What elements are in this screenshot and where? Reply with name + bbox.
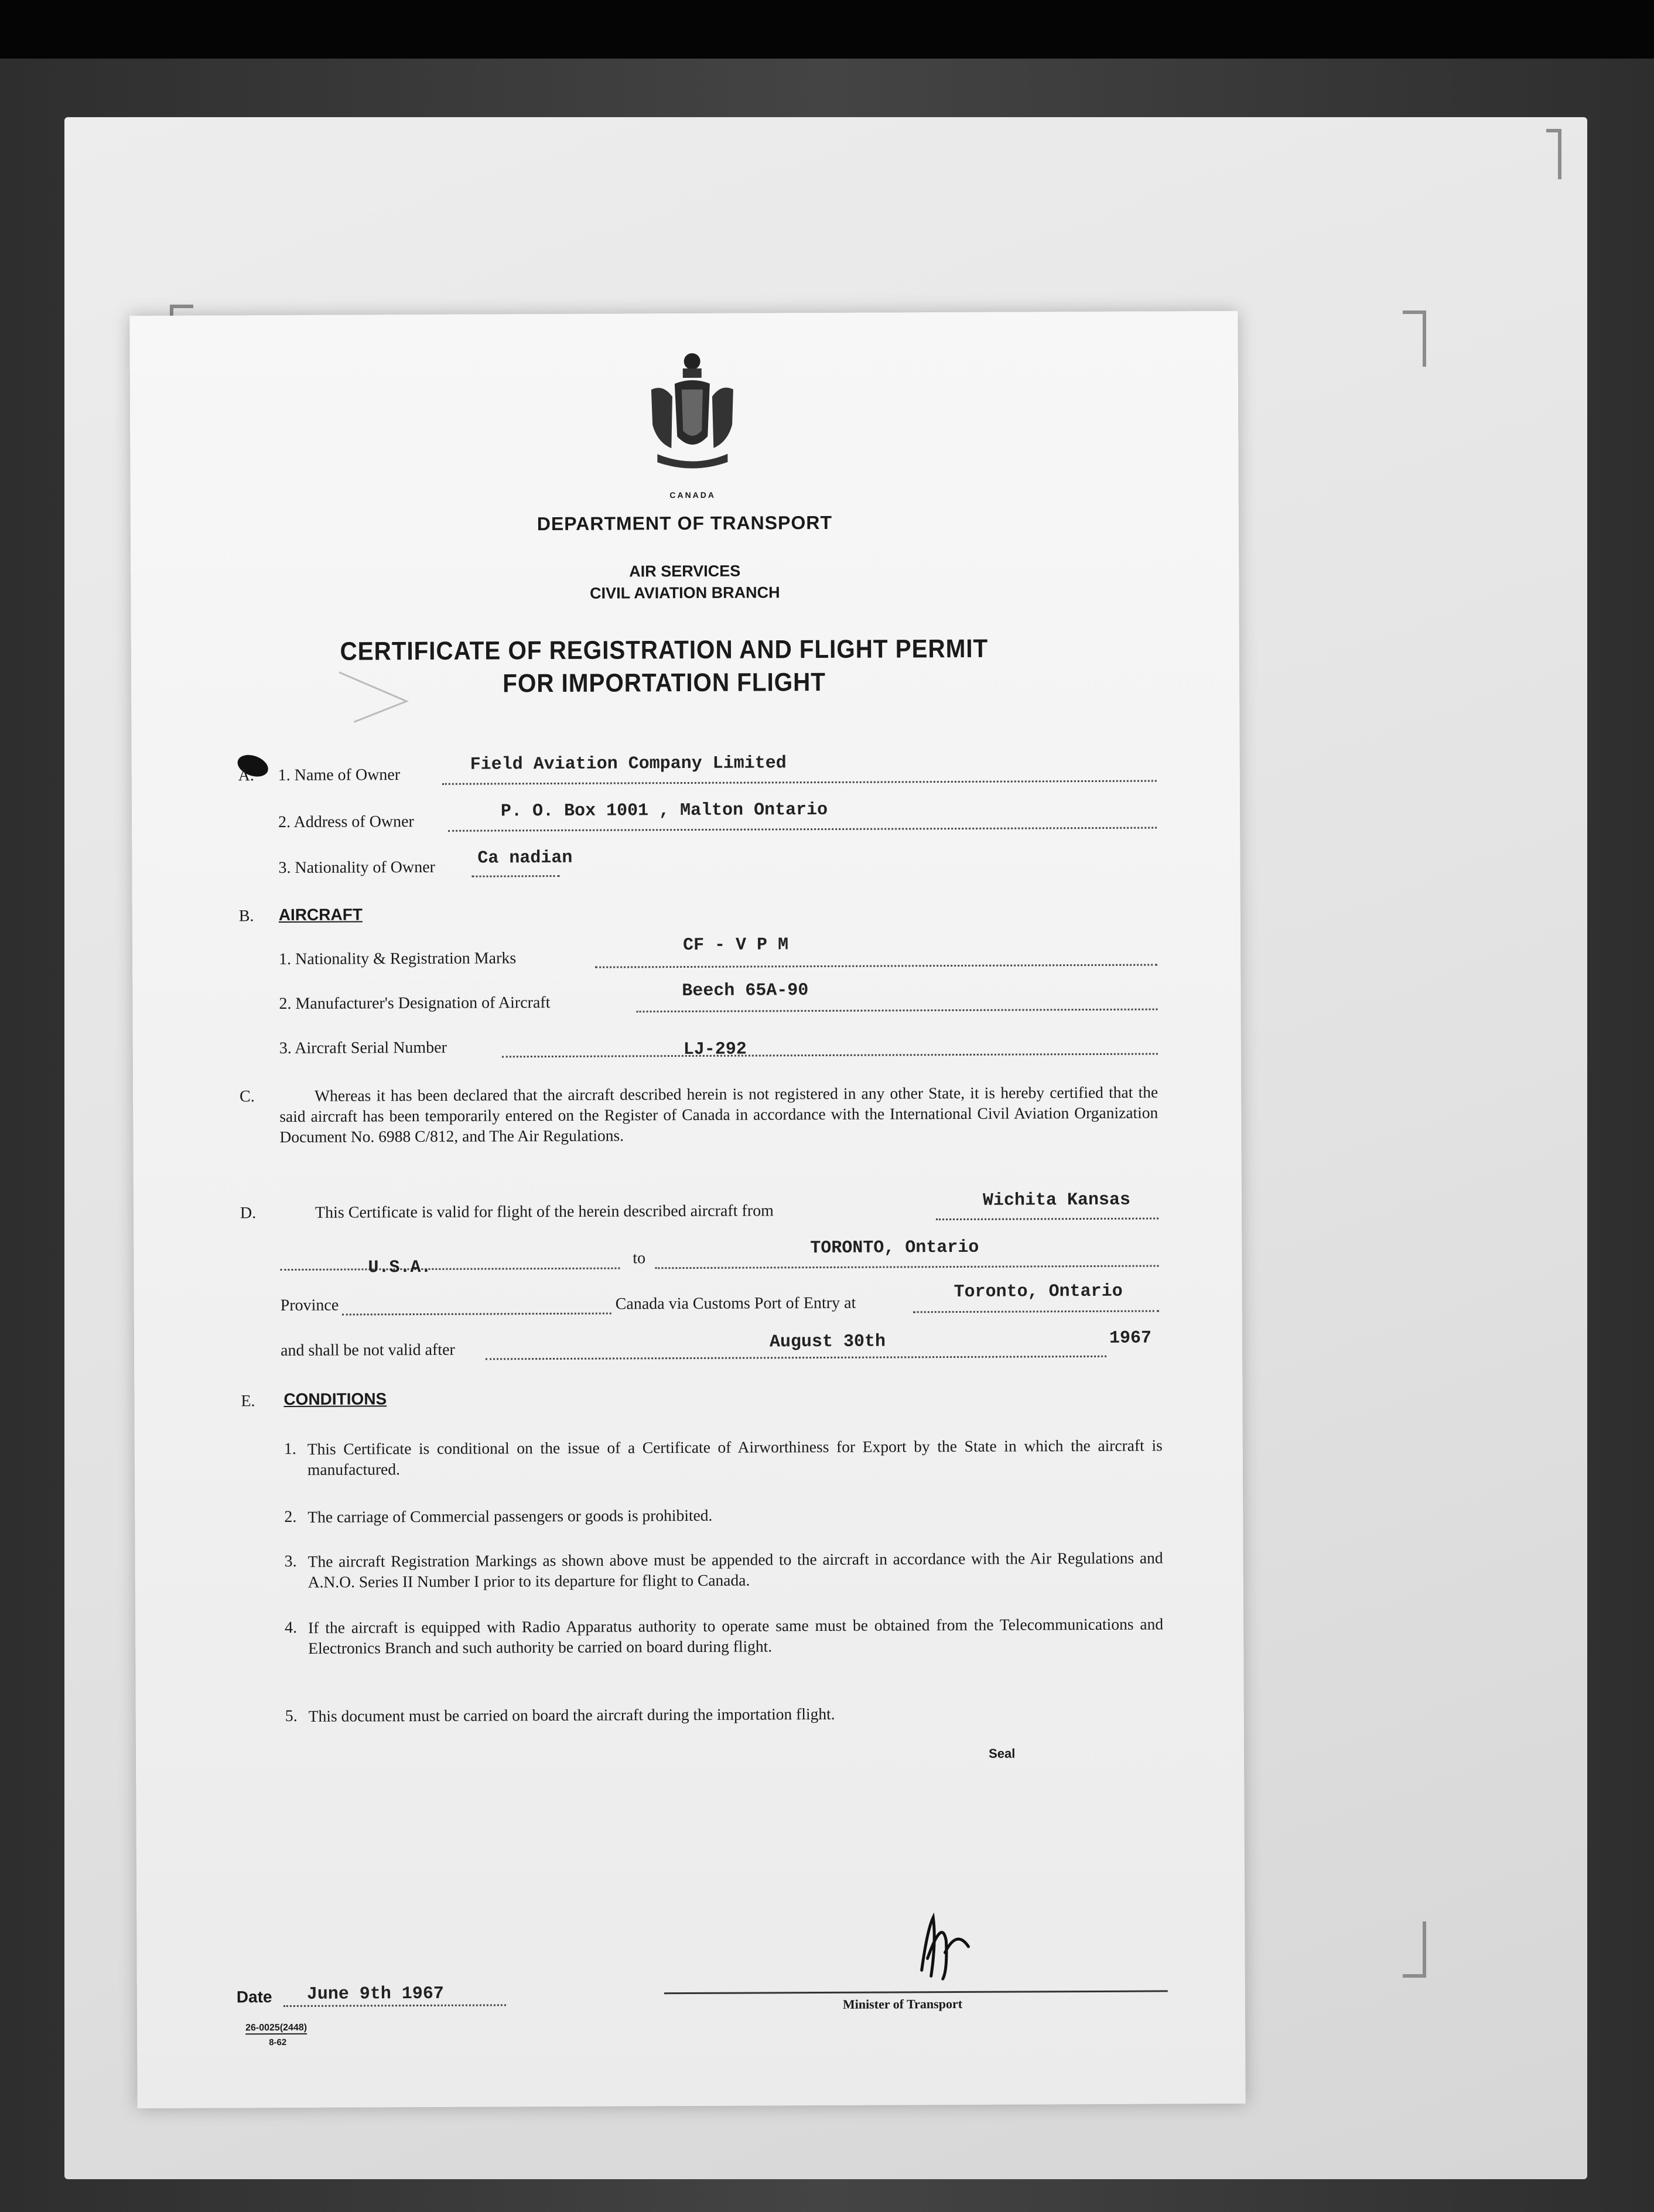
condition-4-number: 4.: [285, 1618, 298, 1637]
crest-caption: CANADA: [669, 490, 716, 500]
aircraft-heading: AIRCRAFT: [278, 905, 363, 924]
owner-nationality-label: 3. Nationality of Owner: [278, 858, 436, 878]
condition-3-number: 3.: [284, 1552, 297, 1571]
condition-1-number: 1.: [283, 1439, 296, 1459]
condition-4-text: If the aircraft is equipped with Radio Apparatus authority to operate same must be obtained from the Telecommunications and Electronics Branch and such authority be carried on board during flight.: [308, 1614, 1164, 1657]
expiry-label: and shall be not valid after: [280, 1340, 455, 1360]
certificate-title-line-2: FOR IMPORTATION FLIGHT: [503, 667, 826, 698]
customs-entry-label: Canada via Customs Port of Entry at: [615, 1293, 856, 1313]
customs-entry-value: Toronto, Ontario: [954, 1281, 1123, 1303]
aircraft-serial-line: [502, 1053, 1158, 1057]
flight-to-label: to: [633, 1249, 646, 1268]
branch-heading: CIVIL AVIATION BRANCH: [590, 583, 780, 602]
registration-marks-value: CF - V P M: [682, 935, 789, 956]
form-date: 8-62: [269, 2037, 287, 2048]
expiry-date-value: August 30th: [769, 1332, 886, 1353]
seal-label: Seal: [989, 1746, 1016, 1761]
owner-name-value: Field Aviation Company Limited: [470, 753, 787, 775]
aircraft-serial-label: 3. Aircraft Serial Number: [279, 1038, 447, 1058]
scanner-top-band: [0, 0, 1654, 59]
date-line: [283, 2004, 506, 2007]
condition-5-text: This document must be carried on board the aircraft during the importation flight.: [308, 1704, 835, 1725]
flight-origin-country: U.S.A.: [368, 1257, 432, 1278]
registration-marks-line: [595, 964, 1157, 968]
owner-nationality-line: [472, 875, 560, 878]
owner-address-line: [448, 827, 1157, 831]
condition-1-text: This Certificate is conditional on the issue of a Certificate of Airworthiness for Export by the State in which the aircraft is manufactured.: [307, 1436, 1163, 1479]
expiry-year-value: 1967: [1109, 1328, 1152, 1349]
flight-origin-line: [936, 1217, 1159, 1220]
section-e-letter: E.: [241, 1392, 255, 1411]
crop-mark-bottom-right: [1403, 1921, 1426, 1978]
crop-mark-top-right: [1403, 310, 1426, 367]
service-heading: AIR SERVICES: [629, 562, 741, 581]
department-heading: DEPARTMENT OF TRANSPORT: [536, 511, 833, 535]
aircraft-serial-value: LJ-292: [683, 1039, 747, 1060]
flight-destination-value: TORONTO, Ontario: [810, 1237, 979, 1259]
condition-2-number: 2.: [284, 1507, 297, 1527]
conditions-heading: CONDITIONS: [283, 1390, 387, 1409]
owner-address-value: P. O. Box 1001 , Malton Ontario: [500, 800, 828, 822]
customs-entry-line: [913, 1310, 1159, 1313]
section-b-letter: B.: [238, 907, 254, 926]
owner-address-label: 2. Address of Owner: [278, 813, 414, 832]
crop-mark-edge-right: [1546, 129, 1561, 179]
minister-signature: [886, 1906, 1004, 1988]
section-a-letter: A.: [238, 766, 255, 785]
aircraft-designation-value: Beech 65A-90: [682, 981, 809, 1002]
owner-name-line: [442, 780, 1157, 784]
certificate-title-line-1: CERTIFICATE OF REGISTRATION AND FLIGHT PERMIT: [340, 634, 989, 666]
issue-date-value: June 9th 1967: [306, 1984, 444, 2005]
certificate-sheet: [129, 311, 1245, 2108]
signatory-title: Minister of Transport: [842, 1996, 963, 2012]
condition-3-text: The aircraft Registration Markings as shown above must be appended to the aircraft in accordance with the Air Regulations and A.N.O. Series II Number I prior to its departure for flight to Canada.: [307, 1548, 1163, 1591]
form-number: 26-0025(2448): [245, 2023, 307, 2035]
date-label: Date: [236, 1988, 272, 2006]
aircraft-designation-line: [637, 1008, 1158, 1012]
flight-destination-line: [655, 1265, 1159, 1269]
flight-origin-value: Wichita Kansas: [982, 1190, 1131, 1211]
flight-origin-line-2: [280, 1268, 620, 1271]
section-d-letter: D.: [240, 1204, 257, 1223]
validity-intro-text: This Certificate is valid for flight of the herein described aircraft from: [315, 1201, 774, 1222]
aircraft-designation-label: 2. Manufacturer's Designation of Aircraft: [279, 994, 551, 1013]
registration-marks-label: 1. Nationality & Registration Marks: [279, 949, 517, 969]
owner-name-label: 1. Name of Owner: [278, 766, 401, 785]
expiry-line: [486, 1356, 1106, 1360]
province-label: Province: [280, 1296, 339, 1315]
owner-nationality-value: Ca nadian: [477, 848, 573, 869]
condition-2-text: The carriage of Commercial passengers or goods is prohibited.: [307, 1506, 713, 1526]
province-line: [342, 1313, 611, 1316]
registration-declaration-text: Whereas it has been declared that the aircraft described herein is not registered in any other State, it is hereby certified that the said aircraft has been temporarily entered on the Register of Canada in accordance with the International Civil Aviation Organization Document No. 6988 C/812, and The Air Regulations.: [279, 1083, 1159, 1146]
condition-5-number: 5.: [285, 1706, 298, 1726]
signature-line: [664, 1990, 1168, 1994]
coat-of-arms-icon: [640, 349, 746, 478]
section-c-letter: C.: [240, 1087, 255, 1106]
